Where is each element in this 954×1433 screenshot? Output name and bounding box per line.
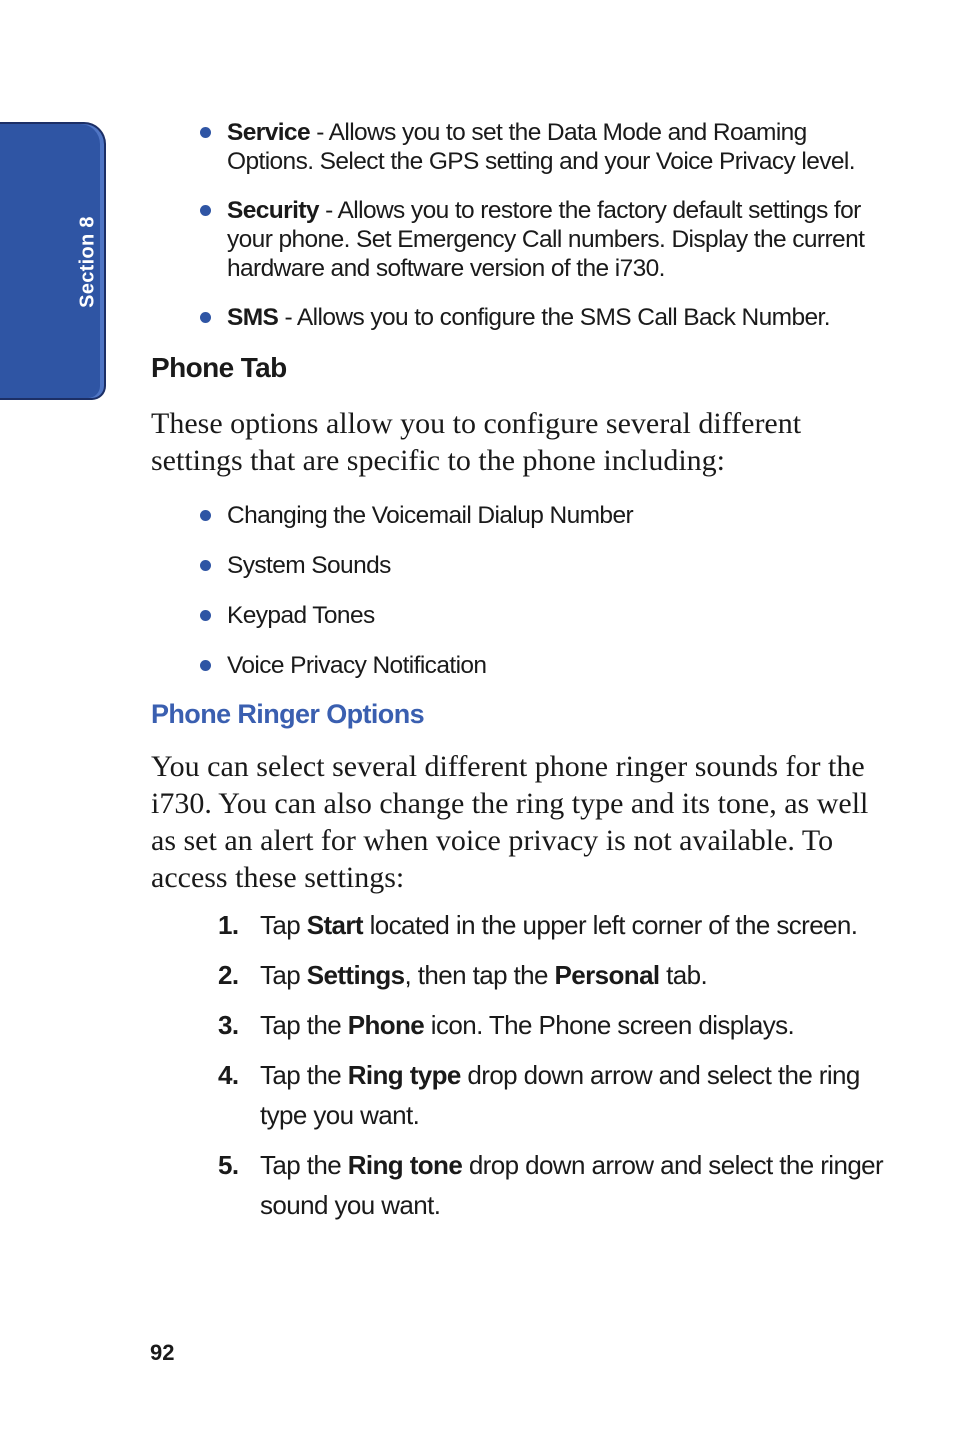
bullet-icon [200,610,211,621]
bullet-term: Service [227,119,310,146]
step-text: icon. The Phone screen displays. [424,1010,795,1040]
step-text: Tap [260,910,307,940]
step-emphasis: Phone [347,1010,425,1040]
phone-option-text: Keypad Tones [227,602,375,629]
step-emphasis: Personal [554,960,660,990]
bullet-term: SMS [227,304,279,331]
step-item [218,1055,908,1135]
list-item [198,196,898,283]
step-text: Tap the [260,1060,348,1090]
bullet-text: - Allows you to restore the factory default settings for your phone. Set Emergency Call numbers. Display the current hardware and software version of the i730. [227,197,865,282]
bullet-icon [200,510,211,521]
step-number: 3. [218,1010,239,1040]
step-text: tab. [659,960,708,990]
step-text: drop down arrow and select the ringer sound you want. [260,1150,884,1220]
step-text: , then tap the [404,960,555,990]
list-item [198,551,898,580]
step-number: 1. [218,910,239,940]
list-item [198,501,898,530]
bullet-icon [200,127,211,138]
step-text: drop down arrow and select the ring type you want. [260,1060,860,1130]
step-emphasis: Start [306,910,363,940]
bullet-text: - Allows you to set the Data Mode and Roaming Options. Select the GPS setting and your Voice Privacy level. [227,119,855,175]
bullet-icon [200,660,211,671]
ringer-options-heading: Phone Ringer Options [151,699,425,729]
step-number: 4. [218,1060,239,1090]
bullet-icon [200,205,211,216]
step-item [218,905,908,945]
settings-bullet-list [198,118,898,352]
step-emphasis: Ring tone [347,1150,463,1180]
bullet-icon [200,560,211,571]
step-item [218,955,908,995]
phone-options-list [198,501,898,680]
list-item [198,303,898,332]
step-emphasis: Settings [306,960,405,990]
ringer-intro: You can select several different phone ringer sounds for the i730. You can also change the ring type and its tone, as well as set an alert for when voice privacy is not available. To access these settings: [151,750,869,894]
step-text: Tap the [260,1010,348,1040]
bullet-text: - Allows you to configure the SMS Call Back Number. [278,304,830,331]
phone-option-text: System Sounds [227,552,391,579]
step-number: 2. [218,960,239,990]
step-item [218,1145,908,1225]
step-emphasis: Ring type [347,1060,461,1090]
step-number: 5. [218,1150,239,1180]
bullet-term: Security [227,197,319,224]
list-item [198,118,898,176]
list-item [198,601,898,630]
phone-tab-intro: These options allow you to configure several different settings that are specific to the phone including: [151,407,802,477]
section-tab-label: Section 8 [76,216,99,308]
phone-option-text: Voice Privacy Notification [227,652,487,679]
list-item [198,651,898,680]
step-item [218,1005,908,1045]
step-text: Tap [260,960,307,990]
phone-option-text: Changing the Voicemail Dialup Number [227,502,634,529]
step-text: located in the upper left corner of the screen. [363,910,858,940]
phone-tab-heading: Phone Tab [151,352,287,383]
page-number: 92 [150,1340,175,1365]
ringer-steps [218,905,908,1235]
bullet-icon [200,312,211,323]
step-text: Tap the [260,1150,348,1180]
